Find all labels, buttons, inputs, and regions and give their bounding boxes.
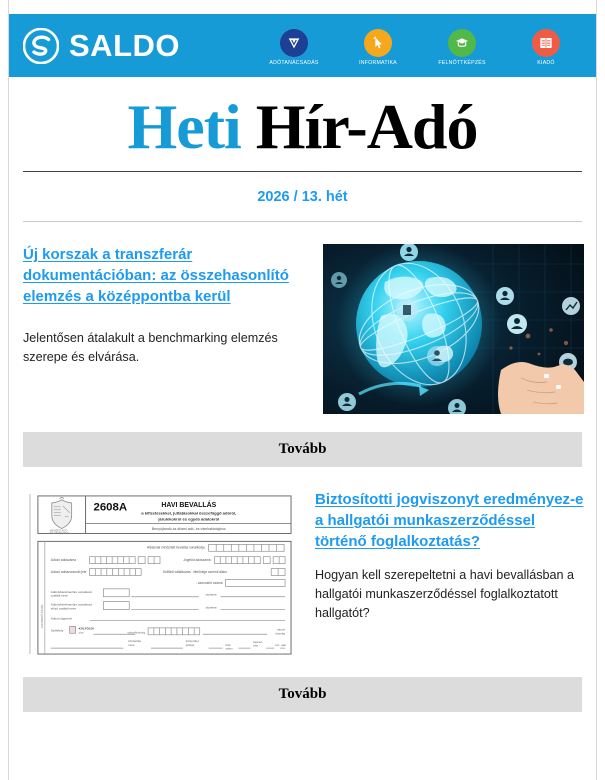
saldo-s-logo-icon [23,28,59,64]
svg-text:ház: ház [253,643,259,648]
nav-item-adotanacsadas[interactable] [258,29,330,66]
svg-text:neve: neve [128,642,135,647]
nav-item-kiado[interactable] [510,29,582,66]
svg-text:Adózó adóazonosító jele: Adózó adóazonosító jele [50,569,87,574]
nav-label-kiado: KIADÓ [537,60,555,66]
article-2-text [315,489,590,659]
svg-text:Adózó/kérelmezőre vonatkozó: Adózó/kérelmezőre vonatkozó [50,602,93,607]
nav-item-felnottkepzes[interactable] [426,29,498,66]
svg-text:AZONOSÍTÁS (B): AZONOSÍTÁS (B) [39,604,44,628]
svg-text:város/község: város/község [127,629,146,634]
article-2-more-wrap [9,659,596,712]
svg-text:2608A: 2608A [93,501,128,514]
article-1-more-button[interactable]: Tovább [23,432,582,467]
svg-text:ház-: ház- [225,642,232,647]
svg-text:NEMZETI ADÓ-: NEMZETI ADÓ- [49,529,69,533]
svg-text:közterület: közterület [128,638,142,643]
nav-label-felnottkepzes: FELNŐTTKÉPZÉS [438,60,486,66]
svg-text:Székhely: Székhely [50,627,64,632]
article-1-excerpt: Jelentősen átalakult a benchmarking elemzés szerepe és elvárása. [23,331,278,365]
brand-logo[interactable] [23,28,180,64]
site-header [9,14,596,77]
article-1-image[interactable] [323,244,584,414]
svg-text:közterület: közterület [185,638,199,643]
svg-text:HAVI BEVALLÁS: HAVI BEVALLÁS [161,501,217,509]
svg-text:utóneve: utóneve [205,605,217,610]
article-1 [9,222,596,414]
svg-text:KÜLFÖLDI: KÜLFÖLDI [78,625,94,630]
nav-label-adotanacsadas: ADÓTANÁCSADÁS [269,60,319,66]
cursor-click-icon [364,29,392,57]
svg-text:em.: em. [275,642,281,647]
svg-text:lépcső-: lépcső- [253,639,263,644]
svg-text:Hibásnak minősített bevallás v: Hibásnak minősített bevallás vonalkódja [146,544,205,549]
brand-name: SALDO [69,28,180,63]
svg-text:község: község [275,630,286,635]
newsletter-page [8,0,597,780]
svg-text:szám: szám [225,646,233,651]
article-1-headline[interactable]: Új korszak a transzferár dokumentációban: az összehasonlító elemzés a középpontba kerül [23,245,289,306]
svg-text:ÉS VÁMHIVATAL: ÉS VÁMHIVATAL [49,531,70,535]
open-book-icon [532,29,560,57]
svg-text:Jogelőd adószáma: Jogelőd adószáma [183,557,211,562]
graduation-cap-icon [448,29,476,57]
article-1-text [23,244,308,414]
svg-text:cím: cím [78,629,84,634]
nav-item-informatika[interactable] [342,29,414,66]
article-2-headline[interactable]: Biztosítotti jogviszonyt eredményez-e a hallgatói munkaszerződéssel történő foglalkoztatás? [315,490,584,551]
svg-text:előző családi neve: előző családi neve [50,606,77,611]
svg-text:Benyújtandó az állami adó- és: Benyújtandó az állami adó- és vámhatósághoz [151,526,226,531]
svg-text:ajtó: ajtó [281,642,287,647]
svg-text:város/: város/ [276,626,286,631]
svg-text:járulékokról és egyéb adatokró: járulékokról és egyéb adatokról [158,516,220,522]
shield-chevron-icon [280,29,308,57]
svg-text:utóneve: utóneve [205,592,217,597]
svg-text:- azonosító száma: - azonosító száma [195,580,223,585]
article-2-excerpt: Hogyan kell szerepeltetni a havi bevallásban a hallgatói munkaszerződéssel foglalkoztatott hallgatót? [315,568,575,621]
svg-text:Adózó adószáma: Adózó adószáma [50,557,76,562]
article-2 [9,467,596,659]
svg-text:a kifizetésekkel, juttatásokka: a kifizetésekkel, juttatásokkal összefüggő adóról, [141,510,237,516]
nav-label-informatika: INFORMATIKA [359,60,397,66]
masthead-word-hirado: Hír-Adó [255,91,478,162]
svg-text:Adózó ügynevé: Adózó ügynevé [50,616,72,621]
article-1-more-wrap [9,414,596,467]
svg-text:jellege: jellege [185,642,195,647]
issue-label: 2026 / 13. hét [257,188,348,205]
svg-text:családi neve: családi neve [50,593,68,598]
svg-text:Adózó/kérelmezőre vonatkozó: Adózó/kérelmezőre vonatkozó [50,589,93,594]
header-nav [258,25,582,66]
svg-text:Külföldi vállalkozás - illetős: Külföldi vállalkozás - illetősége szerinti állam [162,569,228,574]
article-2-image[interactable] [23,489,300,659]
masthead-title [9,77,596,171]
article-2-more-button[interactable]: Tovább [23,677,582,712]
masthead-word-heti: Heti [127,91,241,162]
